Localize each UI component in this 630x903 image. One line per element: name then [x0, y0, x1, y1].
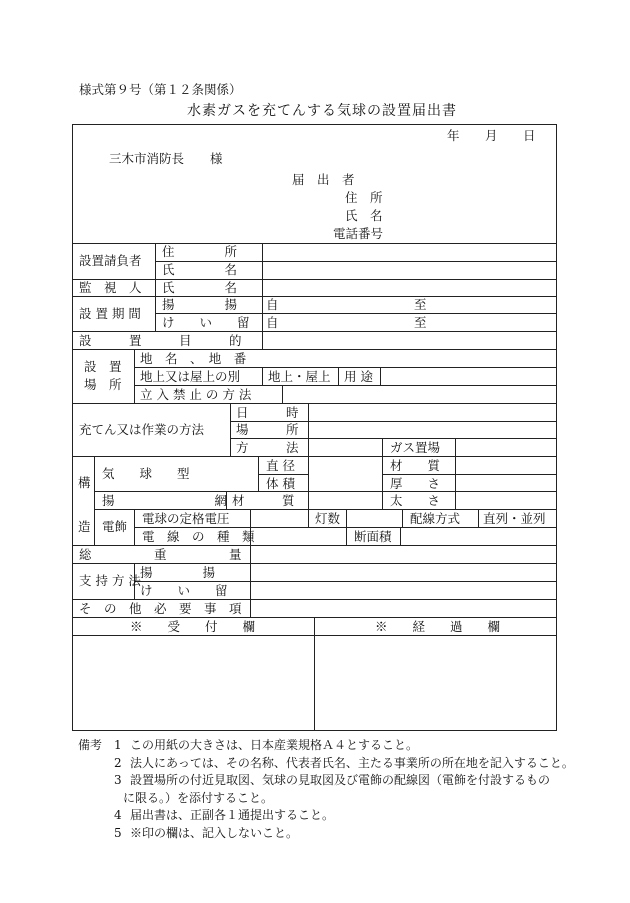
filling-gas-place-label: ガス置場 [390, 440, 441, 455]
support-moor-label: け い 留 [140, 583, 228, 598]
document-title: 水素ガスを充てんする気球の設置届出書 [187, 103, 457, 119]
rope-thickness-label: 太 さ [390, 493, 441, 508]
date-month: 月 [485, 128, 498, 143]
form-number: 様式第９号（第１２条関係） [79, 82, 242, 97]
applicant-heading: 届 出 者 [292, 172, 355, 187]
period-moor-from: 自 [266, 315, 279, 330]
decoration-label: 電飾 [102, 519, 128, 534]
note-number: 2 [114, 755, 122, 770]
place-label-line1: 設 置 [84, 359, 122, 374]
filling-method-label: 方 法 [236, 440, 299, 455]
period-raise-to: 至 [414, 297, 427, 312]
place-label-line2: 場 所 [84, 377, 122, 392]
table-border-bottom [72, 730, 557, 731]
place-restrict-label: 立 入 禁 止 の 方 法 [140, 387, 252, 402]
notes-head: 備考 [78, 738, 103, 752]
table-border-right [556, 124, 557, 730]
rope-label: 揚 網 [102, 493, 228, 508]
period-raise-from: 自 [266, 297, 279, 312]
date-year: 年 [447, 128, 460, 143]
balloon-thickness-label: 厚 さ [390, 476, 441, 491]
applicant-phone: 電話番号 [333, 226, 384, 241]
table-border-left [72, 124, 73, 730]
note-text: 法人にあっては、その名称、代表者氏名、主たる事業所の所在地を記入すること。 [130, 755, 574, 770]
date-day: 日 [523, 128, 536, 143]
wiring-label: 配線方式 [410, 511, 461, 526]
rope-material-label: 材 質 [232, 493, 295, 508]
contractor-address-label: 住 所 [162, 244, 238, 259]
wire-type-label: 電 線 の 種 類 [142, 529, 255, 544]
place-address-label: 地 名 、 地 番 [140, 351, 247, 366]
addressee-honorific: 様 [210, 151, 223, 166]
watcher-label: 監 視 人 [79, 280, 142, 295]
note-text: 届出書は、正副各１通提出すること。 [130, 808, 335, 822]
total-weight-label: 総 重 量 [79, 547, 242, 562]
note-text: ※印の欄は、記入しないこと。 [130, 825, 299, 840]
note-text: に限る。）を添付すること。 [123, 790, 274, 805]
balloon-type-label: 気 球 型 [102, 466, 190, 481]
period-moor-label: け い 留 [162, 315, 250, 330]
other-label: そ の 他 必 要 事 項 [79, 601, 242, 616]
balloon-diameter-label: 直 径 [266, 458, 295, 473]
contractor-name-label: 氏 名 [162, 262, 238, 277]
structure-label-line1: 構 [78, 475, 91, 490]
support-raise-label: 揚 揚 [140, 565, 216, 580]
applicant-name: 氏 名 [345, 208, 383, 223]
progress-label: ※ 経 過 欄 [375, 619, 501, 634]
filling-location-label: 場 所 [236, 422, 299, 437]
period-raise-label: 揚 揚 [162, 297, 238, 312]
note-text: この用紙の大きさは、日本産業規格Ａ４とすること。 [130, 738, 419, 752]
cross-section-label: 断面積 [354, 529, 392, 544]
purpose-label: 設 置 目 的 [79, 333, 242, 348]
note-text: 設置場所の付近見取図、気球の見取図及び電飾の配線図（電飾を付設するもの [130, 773, 551, 787]
note-number: 1 [114, 738, 122, 752]
wiring-value: 直列・並列 [483, 511, 546, 526]
balloon-material-label: 材 質 [390, 458, 441, 473]
balloon-volume-label: 体 積 [266, 476, 295, 491]
structure-label-line2: 造 [78, 519, 91, 534]
note-number: 3 [114, 773, 122, 787]
table-border-top [72, 124, 557, 125]
place-ground-roof-label: 地上又は屋上の別 [140, 369, 241, 384]
addressee-name: 三木市消防長 [109, 151, 185, 166]
place-use-label: 用 途 [344, 369, 373, 384]
period-moor-to: 至 [414, 315, 427, 330]
place-ground-roof-value: 地上・屋上 [268, 369, 331, 384]
note-number: 4 [114, 808, 122, 822]
period-label: 設 置 期 間 [79, 306, 141, 321]
filling-datetime-label: 日 時 [236, 405, 299, 420]
rated-voltage-label: 電球の定格電圧 [142, 511, 230, 526]
lamp-count-label: 灯数 [315, 511, 341, 526]
watcher-name-label: 氏 名 [162, 280, 238, 295]
support-label: 支 持 方 法 [79, 573, 141, 588]
filling-label: 充てん又は作業の方法 [79, 422, 205, 437]
contractor-label: 設置請負者 [79, 253, 142, 268]
applicant-address: 住 所 [345, 190, 383, 205]
reception-label: ※ 受 付 欄 [130, 619, 256, 634]
note-number: 5 [114, 825, 122, 840]
